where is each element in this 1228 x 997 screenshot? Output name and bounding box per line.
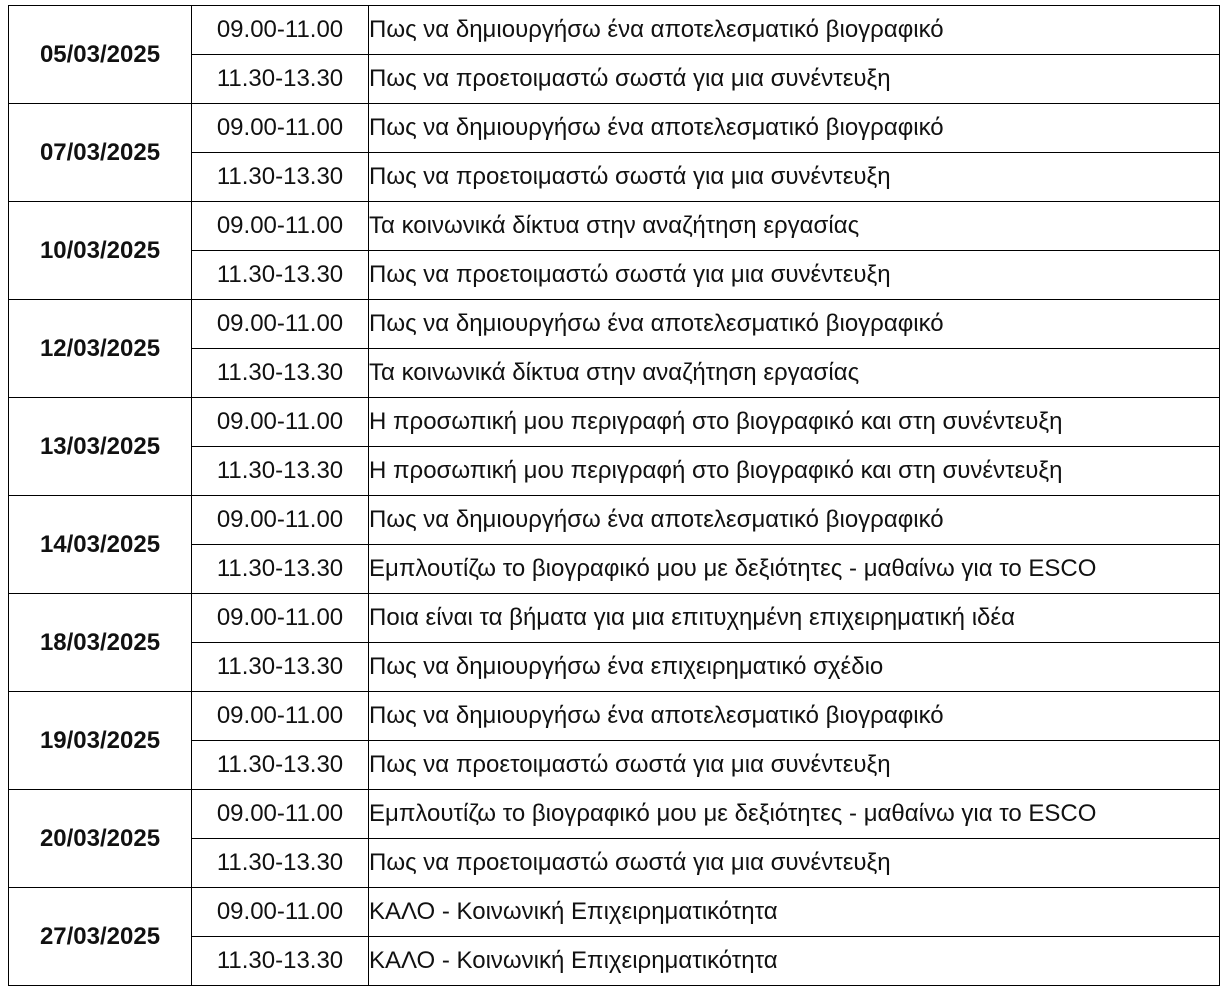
- topic-cell: Εμπλουτίζω το βιογραφικό μου με δεξιότητες - μαθαίνω για το ESCO: [369, 790, 1220, 839]
- time-cell: 09.00-11.00: [192, 104, 369, 153]
- time-cell: 11.30-13.30: [192, 937, 369, 986]
- table-row: [9, 300, 1220, 349]
- table-row: [9, 398, 1220, 447]
- table-row: [9, 6, 1220, 55]
- topic-cell: Πως να προετοιμαστώ σωστά για μια συνέντευξη: [369, 741, 1220, 790]
- topic-cell: Πως να προετοιμαστώ σωστά για μια συνέντευξη: [369, 153, 1220, 202]
- table-row: [9, 888, 1220, 937]
- time-cell: 09.00-11.00: [192, 594, 369, 643]
- topic-cell: Η προσωπική μου περιγραφή στο βιογραφικό και στη συνέντευξη: [369, 447, 1220, 496]
- table-row: [9, 594, 1220, 643]
- time-cell: 09.00-11.00: [192, 202, 369, 251]
- table-row: [9, 496, 1220, 545]
- topic-cell: Πως να δημιουργήσω ένα αποτελεσματικό βιογραφικό: [369, 104, 1220, 153]
- table-row: [9, 790, 1220, 839]
- topic-cell: ΚΑΛΟ - Κοινωνική Επιχειρηματικότητα: [369, 888, 1220, 937]
- time-cell: 11.30-13.30: [192, 643, 369, 692]
- date-cell: 10/03/2025: [9, 202, 192, 300]
- table-row: [9, 104, 1220, 153]
- topic-cell: Πως να δημιουργήσω ένα αποτελεσματικό βιογραφικό: [369, 692, 1220, 741]
- time-cell: 11.30-13.30: [192, 447, 369, 496]
- table-row: [9, 202, 1220, 251]
- table-row: [9, 692, 1220, 741]
- topic-cell: Πως να δημιουργήσω ένα επιχειρηματικό σχέδιο: [369, 643, 1220, 692]
- topic-cell: Πως να προετοιμαστώ σωστά για μια συνέντευξη: [369, 55, 1220, 104]
- date-cell: 19/03/2025: [9, 692, 192, 790]
- schedule-table: [8, 5, 1220, 986]
- topic-cell: Πως να δημιουργήσω ένα αποτελεσματικό βιογραφικό: [369, 6, 1220, 55]
- time-cell: 09.00-11.00: [192, 692, 369, 741]
- topic-cell: Τα κοινωνικά δίκτυα στην αναζήτηση εργασίας: [369, 202, 1220, 251]
- topic-cell: Η προσωπική μου περιγραφή στο βιογραφικό και στη συνέντευξη: [369, 398, 1220, 447]
- time-cell: 09.00-11.00: [192, 300, 369, 349]
- time-cell: 11.30-13.30: [192, 55, 369, 104]
- date-cell: 05/03/2025: [9, 6, 192, 104]
- time-cell: 09.00-11.00: [192, 888, 369, 937]
- time-cell: 11.30-13.30: [192, 349, 369, 398]
- topic-cell: Τα κοινωνικά δίκτυα στην αναζήτηση εργασίας: [369, 349, 1220, 398]
- date-cell: 14/03/2025: [9, 496, 192, 594]
- topic-cell: Εμπλουτίζω το βιογραφικό μου με δεξιότητες - μαθαίνω για το ESCO: [369, 545, 1220, 594]
- time-cell: 11.30-13.30: [192, 153, 369, 202]
- topic-cell: ΚΑΛΟ - Κοινωνική Επιχειρηματικότητα: [369, 937, 1220, 986]
- date-cell: 13/03/2025: [9, 398, 192, 496]
- topic-cell: Ποια είναι τα βήματα για μια επιτυχημένη επιχειρηματική ιδέα: [369, 594, 1220, 643]
- time-cell: 09.00-11.00: [192, 398, 369, 447]
- date-cell: 18/03/2025: [9, 594, 192, 692]
- time-cell: 09.00-11.00: [192, 496, 369, 545]
- time-cell: 09.00-11.00: [192, 6, 369, 55]
- date-cell: 20/03/2025: [9, 790, 192, 888]
- time-cell: 09.00-11.00: [192, 790, 369, 839]
- date-cell: 07/03/2025: [9, 104, 192, 202]
- time-cell: 11.30-13.30: [192, 545, 369, 594]
- schedule-body: [9, 6, 1220, 986]
- topic-cell: Πως να προετοιμαστώ σωστά για μια συνέντευξη: [369, 251, 1220, 300]
- topic-cell: Πως να προετοιμαστώ σωστά για μια συνέντευξη: [369, 839, 1220, 888]
- time-cell: 11.30-13.30: [192, 251, 369, 300]
- topic-cell: Πως να δημιουργήσω ένα αποτελεσματικό βιογραφικό: [369, 496, 1220, 545]
- date-cell: 12/03/2025: [9, 300, 192, 398]
- date-cell: 27/03/2025: [9, 888, 192, 986]
- time-cell: 11.30-13.30: [192, 839, 369, 888]
- time-cell: 11.30-13.30: [192, 741, 369, 790]
- topic-cell: Πως να δημιουργήσω ένα αποτελεσματικό βιογραφικό: [369, 300, 1220, 349]
